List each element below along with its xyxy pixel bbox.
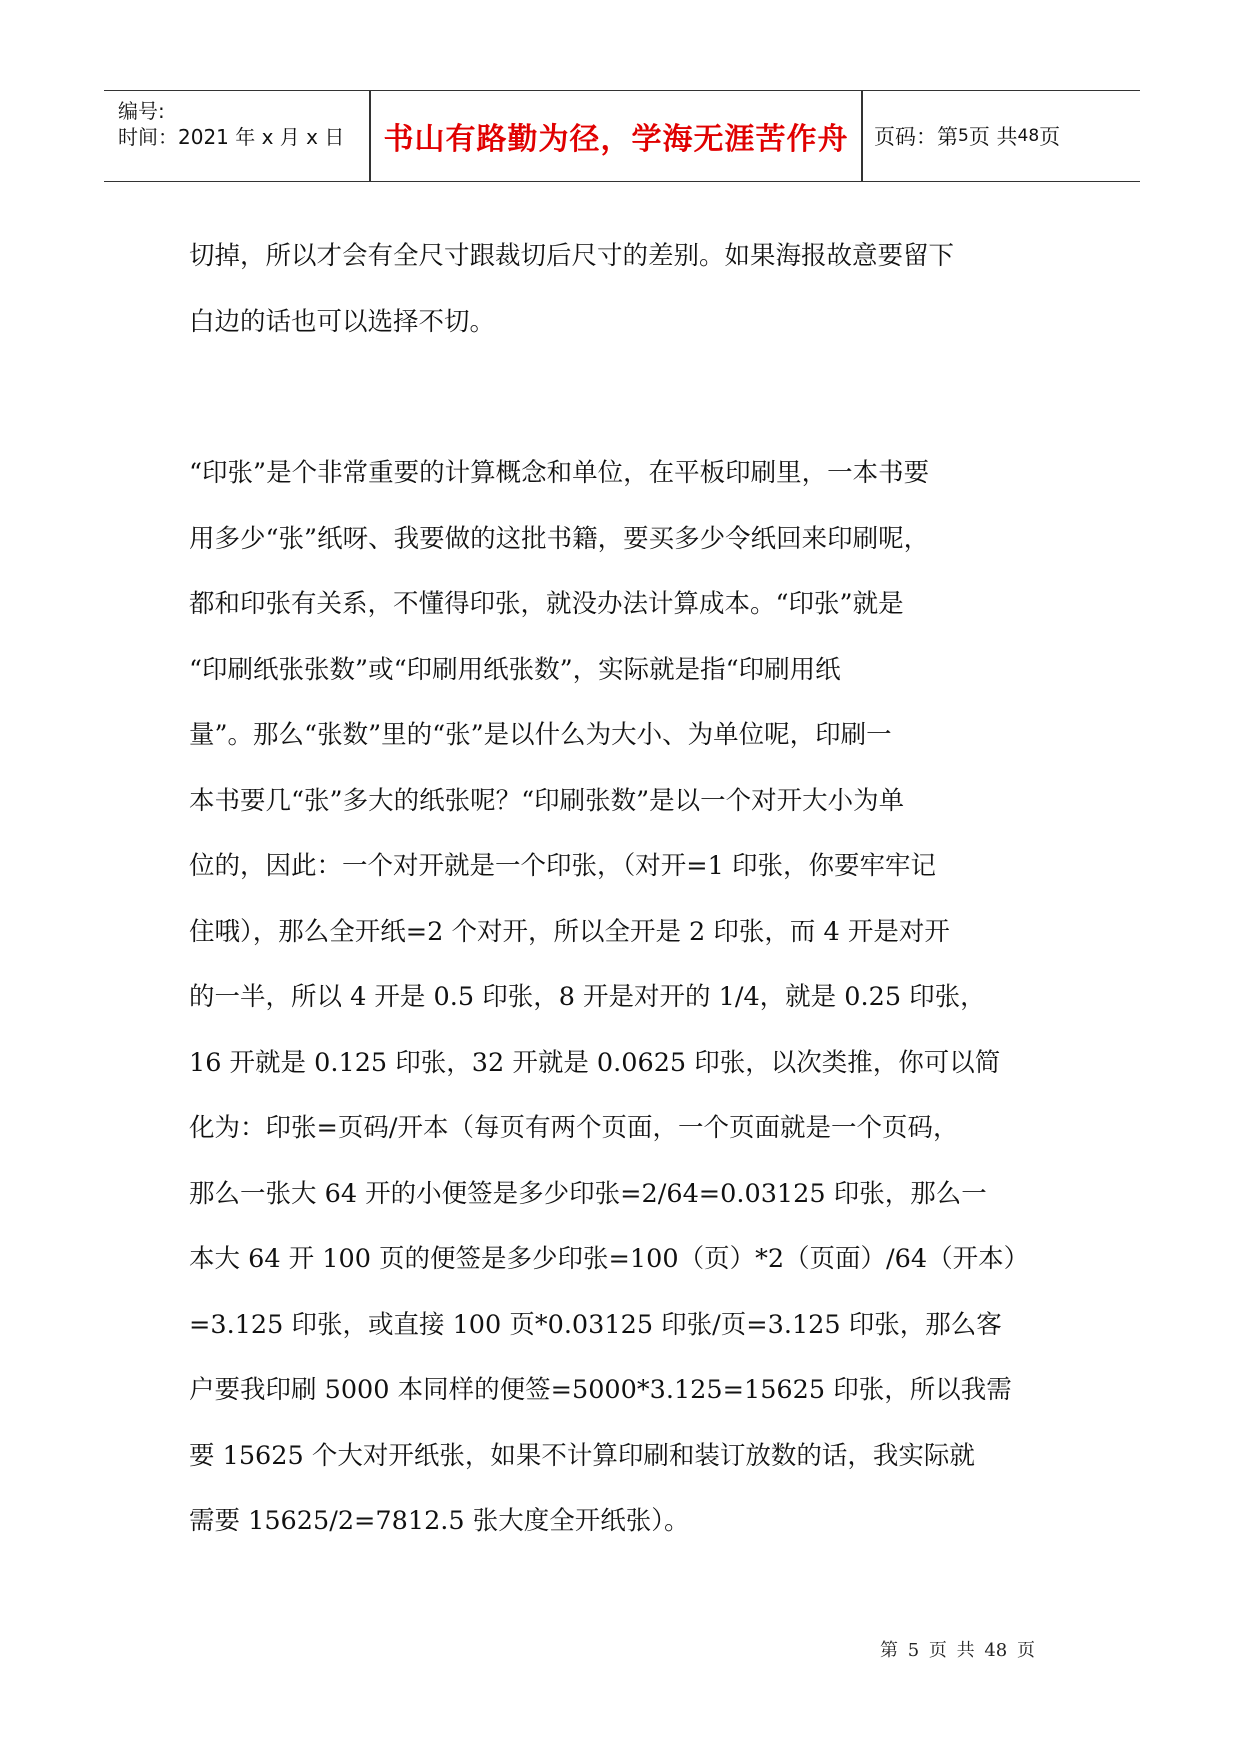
- text-line: 量”。那么“张数”里的“张”是以什么为大小、为单位呢，印刷一: [189, 720, 892, 750]
- paragraph-1: [189, 224, 1069, 355]
- text-line: 切掉，所以才会有全尺寸跟裁切后尺寸的差别。如果海报故意要留下: [189, 241, 955, 271]
- text-line: 本大 64 开 100 页的便签是多少印张=100（页）*2（页面）/64（开本）: [189, 1244, 1030, 1274]
- text-line: 需要 15625/2=7812.5 张大度全开纸张）。: [189, 1506, 690, 1536]
- page-footer: 第 5 页 共 48 页: [880, 1640, 1035, 1661]
- header-meta: [118, 91, 368, 181]
- text-line: “印张”是个非常重要的计算概念和单位，在平板印刷里，一本书要: [189, 458, 930, 488]
- page-prefix: 页码：第: [874, 125, 958, 149]
- text-line: 白边的话也可以选择不切。: [189, 306, 496, 337]
- text-line: 用多少“张”纸呀、我要做的这批书籍，要买多少令纸回来印刷呢，: [189, 523, 930, 554]
- header-divider-right: [861, 91, 863, 181]
- text-line: 本书要几“张”多大的纸张呢？“印刷张数”是以一个对开大小为单: [189, 785, 905, 816]
- header-page-info: [874, 91, 1060, 181]
- text-line: 的一半，所以 4 开是 0.5 印张，8 开是对开的 1/4，就是 0.25 印张，: [189, 982, 986, 1012]
- text-line: 16 开就是 0.125 印张，32 开就是 0.0625 印张，以次类推，你可以简: [189, 1047, 1001, 1078]
- text-line: “印刷纸张张数”或“印刷用纸张数”，实际就是指“印刷用纸: [189, 654, 841, 685]
- text-line: 那么一张大 64 开的小便签是多少印张=2/64=0.03125 印张，那么一: [189, 1178, 987, 1209]
- text-line: 要 15625 个大对开纸张，如果不计算印刷和装订放数的话，我实际就: [189, 1440, 975, 1471]
- page-suffix: 页: [1039, 125, 1061, 149]
- paragraph-2: [189, 441, 1069, 1555]
- document-body: [189, 224, 1069, 1555]
- header-motto: 书山有路勤为径，学海无涯苦作舟: [383, 122, 849, 157]
- page-header: [104, 90, 1140, 182]
- text-line: =3.125 印张，或直接 100 页*0.03125 印张/页=3.125 印张，那么客: [189, 1309, 1002, 1340]
- text-line: 户要我印刷 5000 本同样的便签=5000*3.125=15625 印张，所以我需: [189, 1375, 1012, 1405]
- time-label: 时间：2021 年 x 月 x 日: [118, 125, 345, 149]
- text-line: 住哦），那么全开纸=2 个对开，所以全开是 2 印张，而 4 开是对开: [189, 916, 950, 947]
- text-line: 位的，因此：一个对开就是一个印张，（对开=1 印张，你要牢牢记: [189, 851, 936, 881]
- number-label: 编号:: [118, 99, 165, 123]
- text-line: 都和印张有关系，不懂得印张，就没办法计算成本。“印张”就是: [189, 589, 904, 619]
- page-mid: 页 共: [968, 125, 1018, 149]
- paragraph-gap: [189, 355, 1069, 441]
- page-total: 48: [1017, 126, 1040, 146]
- page-number: 5: [958, 126, 969, 146]
- text-line: 化为：印张=页码/开本（每页有两个页面，一个页面就是一个页码，: [189, 1113, 959, 1143]
